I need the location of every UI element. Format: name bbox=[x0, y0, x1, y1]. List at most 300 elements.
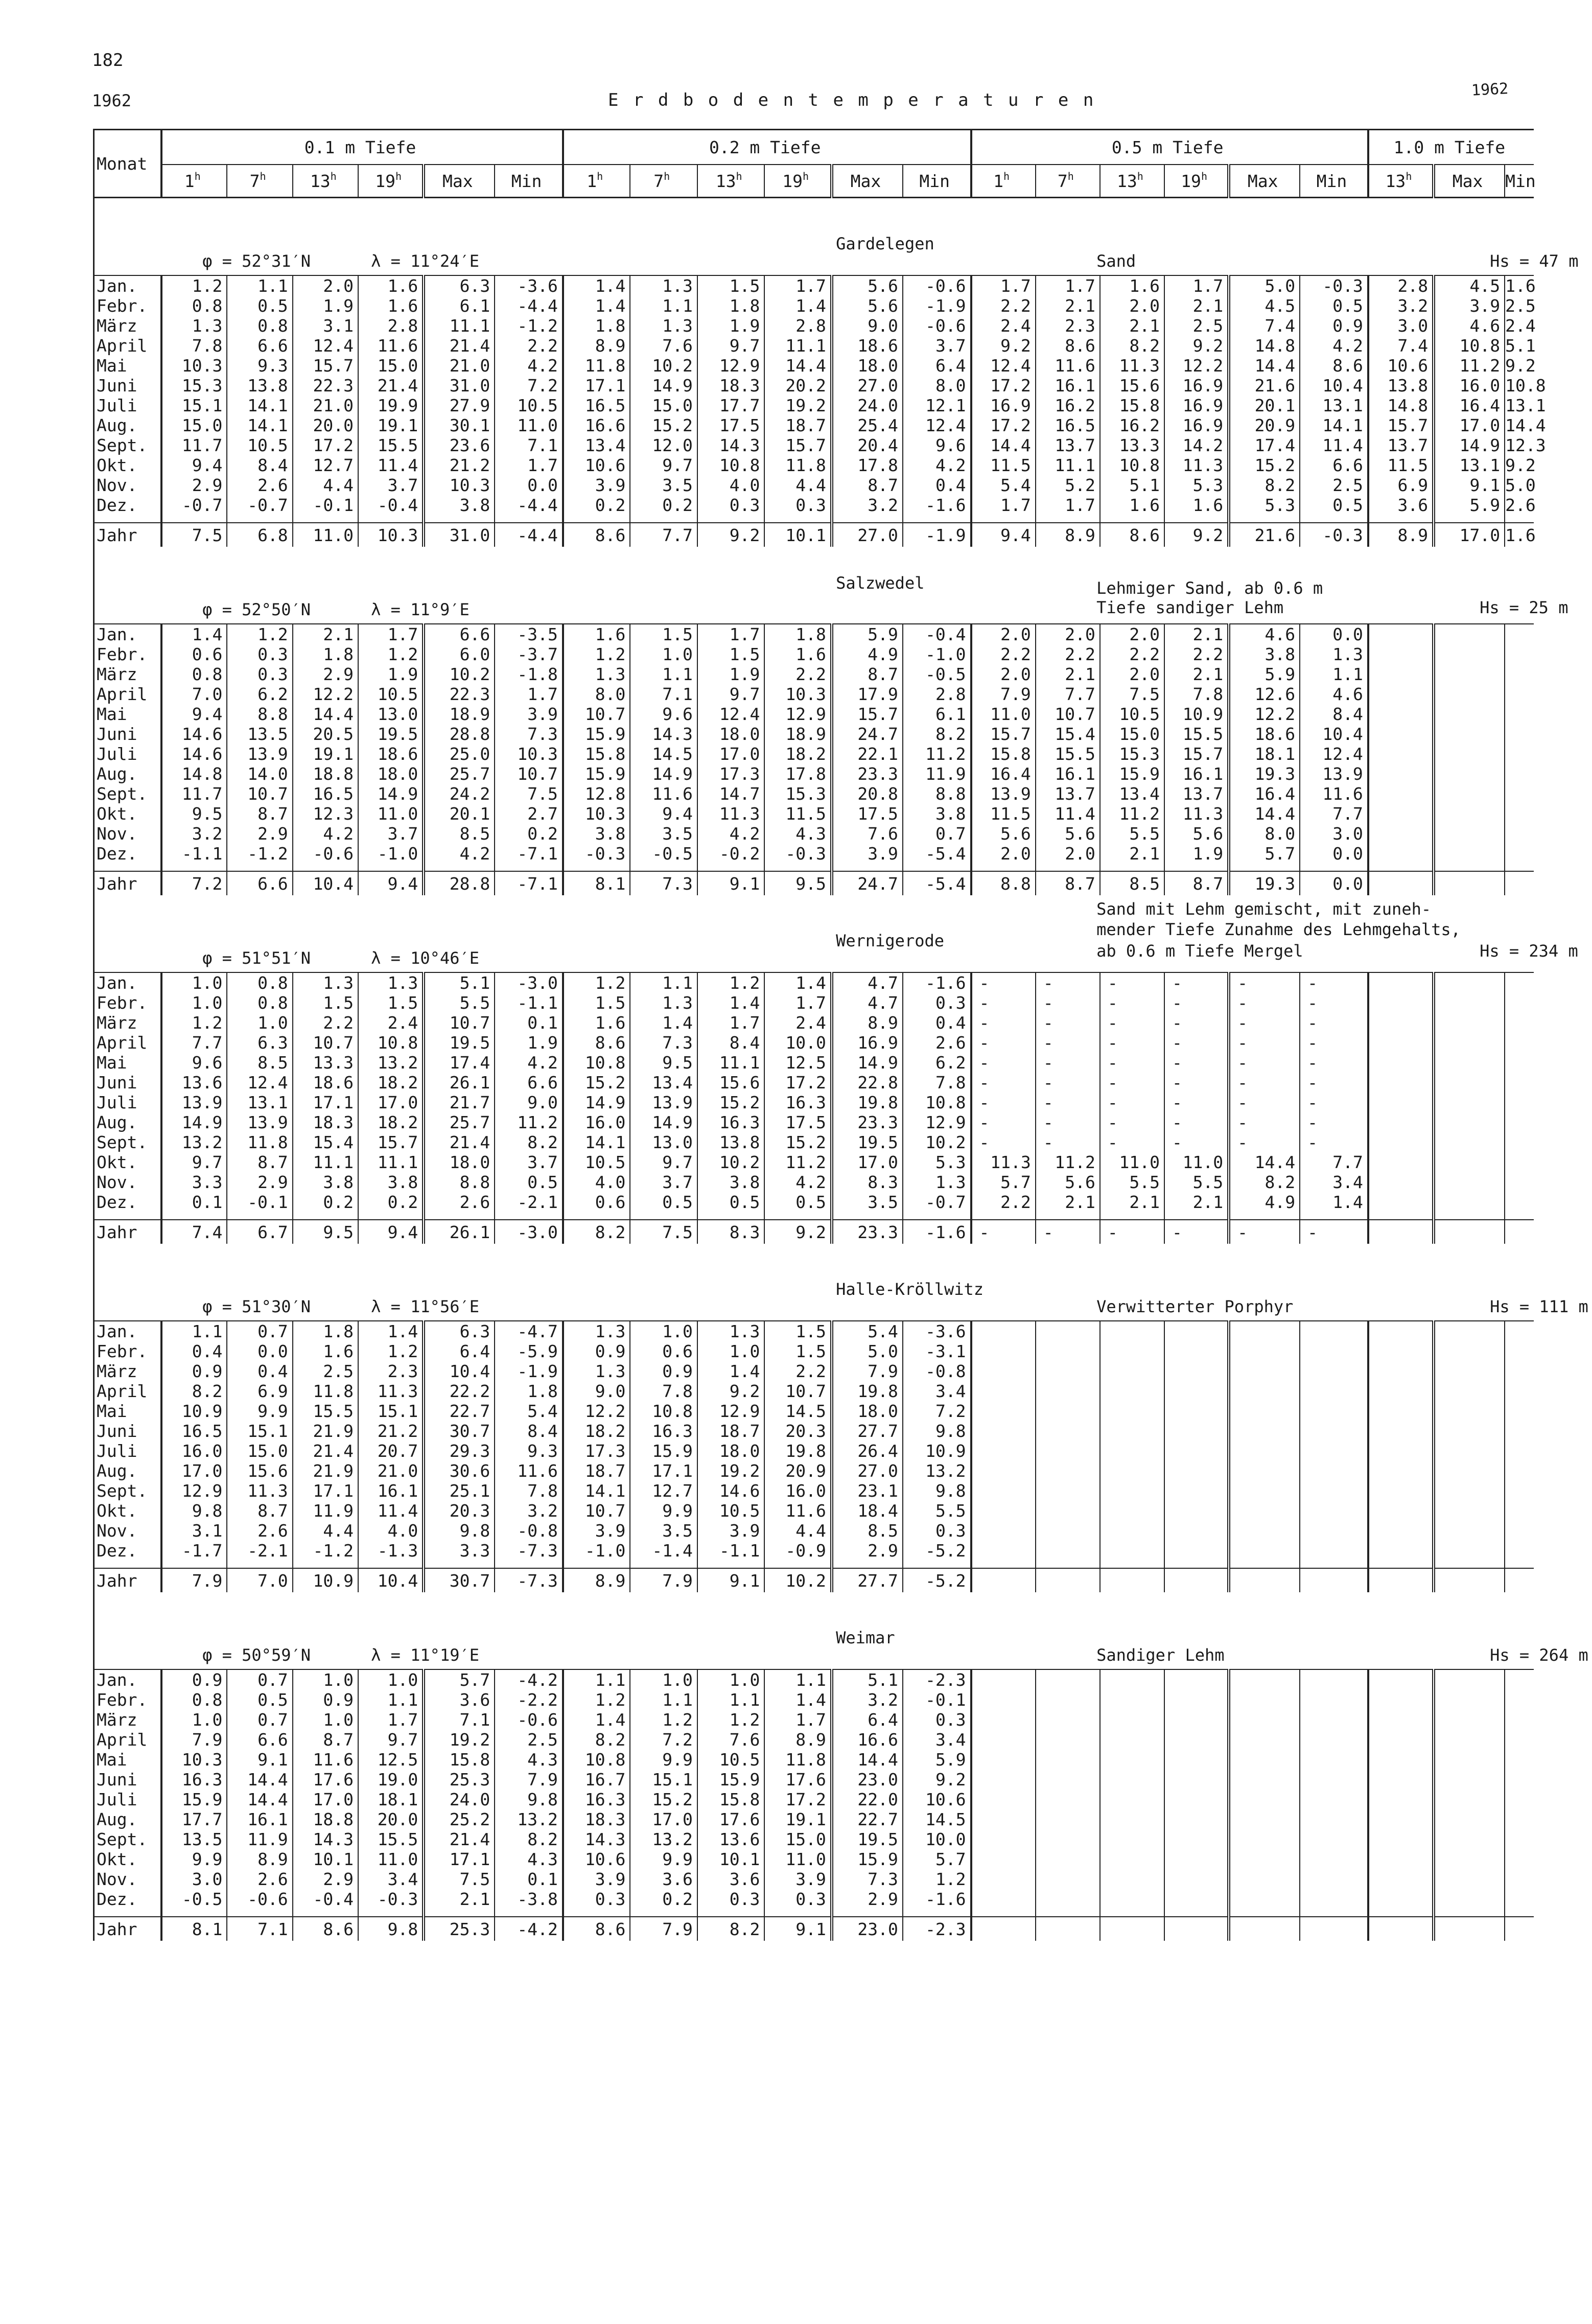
table-cell bbox=[1164, 1690, 1229, 1710]
table-cell: -0.3 bbox=[1300, 523, 1368, 547]
table-cell: 12.6 bbox=[1229, 684, 1300, 704]
table-cell: - bbox=[1229, 1013, 1300, 1033]
table-cell: 16.3 bbox=[161, 1770, 227, 1790]
table-cell: 11.6 bbox=[358, 336, 424, 356]
table-cell: 3.3 bbox=[161, 1172, 227, 1192]
table-row bbox=[94, 1112, 1534, 1132]
table-row bbox=[94, 1321, 1534, 1341]
table-cell: 16.3 bbox=[563, 1790, 630, 1809]
table-cell: 1.0 bbox=[630, 1669, 697, 1690]
table-cell: 22.1 bbox=[832, 744, 903, 764]
table-cell: - bbox=[1229, 972, 1300, 993]
table-cell: 18.7 bbox=[764, 415, 832, 435]
table-cell: 3.8 bbox=[293, 1172, 358, 1192]
table-cell: 11.6 bbox=[764, 1501, 832, 1521]
table-cell: 3.1 bbox=[293, 316, 358, 336]
month-label: Nov. bbox=[94, 475, 162, 495]
table-cell bbox=[1100, 1521, 1164, 1541]
table-cell: 4.5 bbox=[1229, 296, 1300, 316]
table-cell: 10.0 bbox=[903, 1829, 971, 1849]
table-cell: 0.2 bbox=[495, 824, 563, 844]
table-cell: -0.5 bbox=[903, 664, 971, 684]
table-cell: 1.3 bbox=[630, 316, 697, 336]
table-cell: -0.6 bbox=[495, 1710, 563, 1730]
table-cell bbox=[1505, 744, 1534, 764]
table-cell: 6.4 bbox=[424, 1341, 495, 1361]
table-cell bbox=[1505, 1152, 1534, 1172]
table-cell: 25.3 bbox=[424, 1917, 495, 1941]
table-cell: 8.7 bbox=[1036, 871, 1100, 895]
table-cell: 14.1 bbox=[227, 415, 292, 435]
table-cell: 19.2 bbox=[697, 1461, 765, 1481]
table-cell bbox=[1434, 764, 1505, 784]
table-cell: 9.2 bbox=[764, 1220, 832, 1244]
table-cell bbox=[1505, 784, 1534, 804]
table-cell: 5.1 bbox=[1505, 336, 1536, 356]
table-cell: 15.9 bbox=[161, 1790, 227, 1809]
table-cell: -5.9 bbox=[495, 1341, 563, 1361]
table-cell: 10.3 bbox=[563, 804, 630, 824]
header-col: 19$^h$ bbox=[358, 165, 424, 198]
table-cell: 3.4 bbox=[1300, 1172, 1368, 1192]
table-cell: -2.1 bbox=[495, 1192, 563, 1212]
table-cell: 2.0 bbox=[1036, 624, 1100, 644]
table-cell: 0.5 bbox=[495, 1172, 563, 1192]
table-cell: 6.2 bbox=[227, 684, 292, 704]
table-cell: 9.6 bbox=[161, 1053, 227, 1073]
table-cell bbox=[1100, 1790, 1164, 1809]
table-cell: 1.6 bbox=[1164, 495, 1229, 515]
table-cell bbox=[1434, 1501, 1505, 1521]
table-cell: 30.1 bbox=[424, 415, 495, 435]
table-cell: 0.4 bbox=[903, 1013, 971, 1033]
table-cell: 14.7 bbox=[697, 784, 765, 804]
table-cell: 6.6 bbox=[227, 1730, 292, 1750]
table-cell: -4.2 bbox=[495, 1917, 563, 1941]
table-cell bbox=[971, 1849, 1036, 1869]
table-cell: 10.3 bbox=[161, 1750, 227, 1770]
table-cell bbox=[1368, 684, 1434, 704]
table-cell: 18.0 bbox=[832, 1401, 903, 1421]
table-cell: 9.0 bbox=[495, 1093, 563, 1112]
table-row bbox=[94, 704, 1534, 724]
table-cell: 17.1 bbox=[293, 1481, 358, 1501]
table-cell: 16.1 bbox=[1164, 764, 1229, 784]
table-cell: 3.8 bbox=[697, 1172, 765, 1192]
table-cell bbox=[1505, 1521, 1534, 1541]
table-row bbox=[94, 376, 1534, 396]
table-row bbox=[94, 316, 1534, 336]
table-cell: 7.4 bbox=[161, 1220, 227, 1244]
table-cell: 10.3 bbox=[161, 356, 227, 376]
table-cell: 2.0 bbox=[971, 624, 1036, 644]
header-col: 13$^h$ bbox=[1368, 165, 1434, 198]
table-cell: 10.5 bbox=[697, 1750, 765, 1770]
table-cell: 7.8 bbox=[161, 336, 227, 356]
table-cell: 20.0 bbox=[293, 415, 358, 435]
table-cell: 0.7 bbox=[227, 1669, 292, 1690]
table-cell: 7.3 bbox=[832, 1869, 903, 1889]
month-label: Jan. bbox=[94, 972, 162, 993]
table-cell: 4.7 bbox=[832, 972, 903, 993]
table-cell: 5.7 bbox=[1229, 844, 1300, 864]
table-cell: 21.7 bbox=[424, 1093, 495, 1112]
table-cell: 8.8 bbox=[903, 784, 971, 804]
table-cell: 0.4 bbox=[227, 1361, 292, 1381]
table-cell: 3.8 bbox=[358, 1172, 424, 1192]
station-header bbox=[94, 895, 1534, 972]
table-cell: 0.0 bbox=[227, 1341, 292, 1361]
table-cell: 0.2 bbox=[630, 495, 697, 515]
table-cell: 4.3 bbox=[495, 1750, 563, 1770]
table-cell: 1.7 bbox=[764, 1710, 832, 1730]
table-cell bbox=[1036, 1421, 1100, 1441]
table-cell bbox=[1229, 1917, 1300, 1941]
table-cell: 1.4 bbox=[563, 275, 630, 296]
station-header bbox=[94, 1244, 1534, 1321]
table-cell bbox=[1368, 1220, 1434, 1244]
table-cell: 17.0 bbox=[358, 1093, 424, 1112]
table-cell: 0.8 bbox=[227, 316, 292, 336]
table-cell: 5.6 bbox=[832, 296, 903, 316]
table-cell: 2.4 bbox=[1505, 316, 1536, 336]
soil-type-line3: ab 0.6 m Tiefe Mergel bbox=[1096, 941, 1303, 961]
annual-row bbox=[94, 1220, 1534, 1244]
table-cell: 6.6 bbox=[424, 624, 495, 644]
table-cell: 6.3 bbox=[424, 1321, 495, 1341]
header-col: 13$^h$ bbox=[697, 165, 765, 198]
table-cell: 2.1 bbox=[1164, 296, 1229, 316]
table-cell bbox=[1505, 1917, 1534, 1941]
table-cell: 1.3 bbox=[903, 1172, 971, 1192]
table-cell: 15.8 bbox=[424, 1750, 495, 1770]
table-cell: 18.2 bbox=[764, 744, 832, 764]
table-cell: - bbox=[1300, 972, 1368, 993]
table-cell: 1.8 bbox=[697, 296, 765, 316]
table-cell bbox=[1434, 684, 1505, 704]
table-cell: 10.7 bbox=[293, 1033, 358, 1053]
table-cell: 25.2 bbox=[424, 1809, 495, 1829]
table-cell bbox=[1505, 1321, 1534, 1341]
table-cell: -0.8 bbox=[495, 1521, 563, 1541]
table-cell: 1.7 bbox=[495, 455, 563, 475]
table-cell: 2.1 bbox=[1164, 624, 1229, 644]
month-label: Okt. bbox=[94, 804, 162, 824]
table-cell: 19.1 bbox=[764, 1809, 832, 1829]
table-cell: 4.3 bbox=[495, 1849, 563, 1869]
table-cell: 10.1 bbox=[697, 1849, 765, 1869]
table-cell: 10.8 bbox=[1100, 455, 1164, 475]
table-cell: 9.2 bbox=[1505, 356, 1536, 376]
table-cell: 14.5 bbox=[764, 1401, 832, 1421]
table-cell: 1.0 bbox=[697, 1669, 765, 1690]
table-cell: - bbox=[1300, 1013, 1368, 1033]
table-cell: 11.2 bbox=[1434, 356, 1505, 376]
table-cell: 9.1 bbox=[1434, 475, 1505, 495]
table-cell bbox=[971, 1481, 1036, 1501]
table-cell: 10.5 bbox=[227, 435, 292, 455]
table-cell: 0.0 bbox=[1300, 624, 1368, 644]
table-cell: -3.1 bbox=[903, 1341, 971, 1361]
table-cell: 1.9 bbox=[697, 664, 765, 684]
table-cell bbox=[1434, 1541, 1505, 1561]
table-cell: 1.7 bbox=[764, 275, 832, 296]
table-cell: 11.4 bbox=[1300, 435, 1368, 455]
table-cell: 0.9 bbox=[161, 1361, 227, 1381]
table-cell: 15.0 bbox=[764, 1829, 832, 1849]
table-cell bbox=[1300, 1690, 1368, 1710]
table-cell: 1.0 bbox=[293, 1669, 358, 1690]
table-cell bbox=[1300, 1869, 1368, 1889]
table-row bbox=[94, 1849, 1534, 1869]
table-cell bbox=[1505, 1132, 1534, 1152]
table-cell: 0.7 bbox=[227, 1321, 292, 1341]
table-cell: 2.0 bbox=[971, 844, 1036, 864]
table-cell bbox=[1434, 784, 1505, 804]
table-cell: 5.6 bbox=[1164, 824, 1229, 844]
table-cell: 3.4 bbox=[903, 1730, 971, 1750]
table-cell: 21.4 bbox=[358, 376, 424, 396]
table-cell: 10.8 bbox=[1434, 336, 1505, 356]
table-cell: 9.8 bbox=[358, 1917, 424, 1941]
table-cell: 15.9 bbox=[563, 764, 630, 784]
table-cell: 1.1 bbox=[630, 972, 697, 993]
table-cell: 17.0 bbox=[293, 1790, 358, 1809]
table-cell: 9.4 bbox=[358, 1220, 424, 1244]
table-cell: 13.9 bbox=[227, 744, 292, 764]
table-cell: 0.0 bbox=[1300, 871, 1368, 895]
table-cell: 3.0 bbox=[1368, 316, 1434, 336]
table-cell bbox=[1100, 1321, 1164, 1341]
table-cell bbox=[1434, 1361, 1505, 1381]
table-cell: 8.9 bbox=[563, 1568, 630, 1592]
table-cell: 1.8 bbox=[563, 316, 630, 336]
table-cell bbox=[1434, 1013, 1505, 1033]
table-cell bbox=[1229, 1889, 1300, 1909]
table-cell bbox=[1100, 1381, 1164, 1401]
table-cell bbox=[1300, 1829, 1368, 1849]
table-cell: 11.3 bbox=[1164, 455, 1229, 475]
table-cell: 10.3 bbox=[495, 744, 563, 764]
table-cell: 20.9 bbox=[1229, 415, 1300, 435]
table-cell: 28.8 bbox=[424, 724, 495, 744]
table-cell bbox=[971, 1770, 1036, 1790]
table-cell: 7.8 bbox=[630, 1381, 697, 1401]
table-cell: 14.8 bbox=[161, 764, 227, 784]
annual-row bbox=[94, 523, 1534, 547]
table-cell: 8.6 bbox=[1300, 356, 1368, 376]
table-cell: 16.0 bbox=[1434, 376, 1505, 396]
table-row bbox=[94, 275, 1534, 296]
table-cell: 10.4 bbox=[1300, 376, 1368, 396]
table-cell: 11.5 bbox=[764, 804, 832, 824]
table-cell: 12.3 bbox=[293, 804, 358, 824]
table-cell: 18.0 bbox=[358, 764, 424, 784]
table-cell: 17.3 bbox=[563, 1441, 630, 1461]
table-cell bbox=[1036, 1341, 1100, 1361]
table-cell: 17.1 bbox=[630, 1461, 697, 1481]
table-cell: 1.8 bbox=[293, 1321, 358, 1341]
table-cell bbox=[1229, 1669, 1300, 1690]
table-row bbox=[94, 764, 1534, 784]
table-cell: 8.9 bbox=[1036, 523, 1100, 547]
table-cell: 7.3 bbox=[630, 871, 697, 895]
table-cell bbox=[1300, 1750, 1368, 1770]
page-title: E r d b o d e n t e m p e r a t u r e n bbox=[608, 90, 1096, 110]
table-cell: 15.9 bbox=[832, 1849, 903, 1869]
table-cell: 17.0 bbox=[697, 744, 765, 764]
table-cell: 20.2 bbox=[764, 376, 832, 396]
table-cell: 4.0 bbox=[563, 1172, 630, 1192]
table-cell bbox=[1100, 1568, 1164, 1592]
table-cell bbox=[1100, 1849, 1164, 1869]
table-cell: 10.5 bbox=[358, 684, 424, 704]
table-cell: 8.5 bbox=[424, 824, 495, 844]
table-cell: - bbox=[1300, 1220, 1368, 1244]
table-row bbox=[94, 844, 1534, 864]
table-cell bbox=[971, 1917, 1036, 1941]
table-cell: -3.8 bbox=[495, 1889, 563, 1909]
table-cell bbox=[1229, 1690, 1300, 1710]
table-cell: 20.0 bbox=[358, 1809, 424, 1829]
table-cell: 0.9 bbox=[161, 1669, 227, 1690]
table-cell: 8.8 bbox=[971, 871, 1036, 895]
table-cell bbox=[1368, 1481, 1434, 1501]
table-cell: 11.9 bbox=[293, 1501, 358, 1521]
table-cell: -1.8 bbox=[495, 664, 563, 684]
month-label: Juni bbox=[94, 1421, 162, 1441]
table-cell: 13.9 bbox=[630, 1093, 697, 1112]
table-cell: 20.3 bbox=[424, 1501, 495, 1521]
table-cell: 2.0 bbox=[293, 275, 358, 296]
table-row bbox=[94, 1669, 1534, 1690]
table-cell: 19.5 bbox=[832, 1132, 903, 1152]
table-cell: 9.2 bbox=[971, 336, 1036, 356]
table-cell: 11.8 bbox=[227, 1132, 292, 1152]
table-cell: 0.5 bbox=[630, 1192, 697, 1212]
table-cell: -1.2 bbox=[227, 844, 292, 864]
table-cell bbox=[1229, 1341, 1300, 1361]
table-cell: 22.3 bbox=[293, 376, 358, 396]
table-cell: 7.0 bbox=[161, 684, 227, 704]
table-row bbox=[94, 495, 1534, 515]
table-cell bbox=[1505, 1669, 1534, 1690]
table-cell: 15.3 bbox=[161, 376, 227, 396]
table-cell bbox=[1300, 1421, 1368, 1441]
table-cell: 0.7 bbox=[903, 824, 971, 844]
table-cell: 1.6 bbox=[764, 644, 832, 664]
month-label: Aug. bbox=[94, 764, 162, 784]
station-longitude: λ = 11°24′E bbox=[371, 251, 479, 271]
table-cell bbox=[1434, 1790, 1505, 1809]
table-cell bbox=[1300, 1401, 1368, 1421]
station-name: Wernigerode bbox=[836, 931, 944, 950]
table-cell: 16.1 bbox=[1036, 764, 1100, 784]
table-cell: - bbox=[1229, 1073, 1300, 1093]
month-label: Juli bbox=[94, 1441, 162, 1461]
table-cell: 13.9 bbox=[1300, 764, 1368, 784]
table-cell bbox=[1100, 1669, 1164, 1690]
station-name: Gardelegen bbox=[836, 234, 934, 253]
table-cell: 2.2 bbox=[764, 1361, 832, 1381]
table-cell: 16.2 bbox=[1100, 415, 1164, 435]
table-cell: 12.4 bbox=[293, 336, 358, 356]
jahr-label: Jahr bbox=[94, 523, 162, 547]
table-cell bbox=[1036, 1568, 1100, 1592]
table-cell: 11.2 bbox=[1100, 804, 1164, 824]
table-cell: 4.6 bbox=[1229, 624, 1300, 644]
soil-type-line2: mender Tiefe Zunahme des Lehmgehalts, bbox=[1096, 920, 1461, 939]
table-cell bbox=[1434, 1341, 1505, 1361]
table-cell: 1.8 bbox=[293, 644, 358, 664]
table-cell: 6.1 bbox=[424, 296, 495, 316]
table-cell: 13.9 bbox=[161, 1093, 227, 1112]
table-cell: 17.0 bbox=[630, 1809, 697, 1829]
soil-type: Sand bbox=[1096, 251, 1136, 271]
table-cell: 1.1 bbox=[630, 296, 697, 316]
table-cell: 9.8 bbox=[903, 1481, 971, 1501]
table-cell: 10.2 bbox=[424, 664, 495, 684]
table-cell: - bbox=[1229, 1033, 1300, 1053]
table-cell: 22.2 bbox=[424, 1381, 495, 1401]
table-cell bbox=[1164, 1790, 1229, 1809]
table-cell: - bbox=[971, 1132, 1036, 1152]
table-cell: 17.2 bbox=[764, 1073, 832, 1093]
table-cell: 16.5 bbox=[1036, 415, 1100, 435]
table-cell bbox=[1434, 1441, 1505, 1461]
table-cell: 15.5 bbox=[358, 1829, 424, 1849]
table-cell bbox=[1505, 1690, 1534, 1710]
station-longitude: λ = 11°19′E bbox=[371, 1645, 479, 1665]
table-cell: 8.9 bbox=[227, 1849, 292, 1869]
table-cell: 10.8 bbox=[563, 1053, 630, 1073]
table-cell bbox=[1505, 1033, 1534, 1053]
table-cell: -5.2 bbox=[903, 1568, 971, 1592]
table-cell bbox=[1505, 1750, 1534, 1770]
table-cell: -1.3 bbox=[358, 1541, 424, 1561]
table-cell bbox=[1300, 1730, 1368, 1750]
table-cell: 7.5 bbox=[424, 1869, 495, 1889]
header-group-0-2m: 0.2 m Tiefe bbox=[563, 130, 971, 165]
table-cell: 15.5 bbox=[1036, 744, 1100, 764]
table-cell: 1.0 bbox=[161, 1710, 227, 1730]
month-label: Aug. bbox=[94, 1809, 162, 1829]
table-cell bbox=[1100, 1501, 1164, 1521]
table-cell: 1.6 bbox=[1505, 523, 1534, 547]
table-cell: 7.2 bbox=[161, 871, 227, 895]
table-cell: 21.4 bbox=[424, 1132, 495, 1152]
table-cell: 30.7 bbox=[424, 1568, 495, 1592]
table-cell: 10.6 bbox=[903, 1790, 971, 1809]
station-latitude: φ = 52°50′N bbox=[202, 600, 311, 619]
table-cell: - bbox=[1036, 1053, 1100, 1073]
table-cell bbox=[1229, 1461, 1300, 1481]
table-cell: 3.9 bbox=[563, 1869, 630, 1889]
station-altitude: Hs = 264 m bbox=[1490, 1645, 1588, 1665]
table-cell: 1.2 bbox=[697, 1710, 765, 1730]
table-cell: 10.5 bbox=[563, 1152, 630, 1172]
table-cell: 15.8 bbox=[563, 744, 630, 764]
table-cell bbox=[1368, 1073, 1434, 1093]
table-cell: 4.5 bbox=[1434, 275, 1505, 296]
table-cell: 0.9 bbox=[1300, 316, 1368, 336]
table-cell: - bbox=[1164, 972, 1229, 993]
table-cell: - bbox=[1100, 1093, 1164, 1112]
table-cell: 16.5 bbox=[293, 784, 358, 804]
table-cell: - bbox=[1100, 972, 1164, 993]
table-row bbox=[94, 296, 1534, 316]
table-cell bbox=[971, 1521, 1036, 1541]
